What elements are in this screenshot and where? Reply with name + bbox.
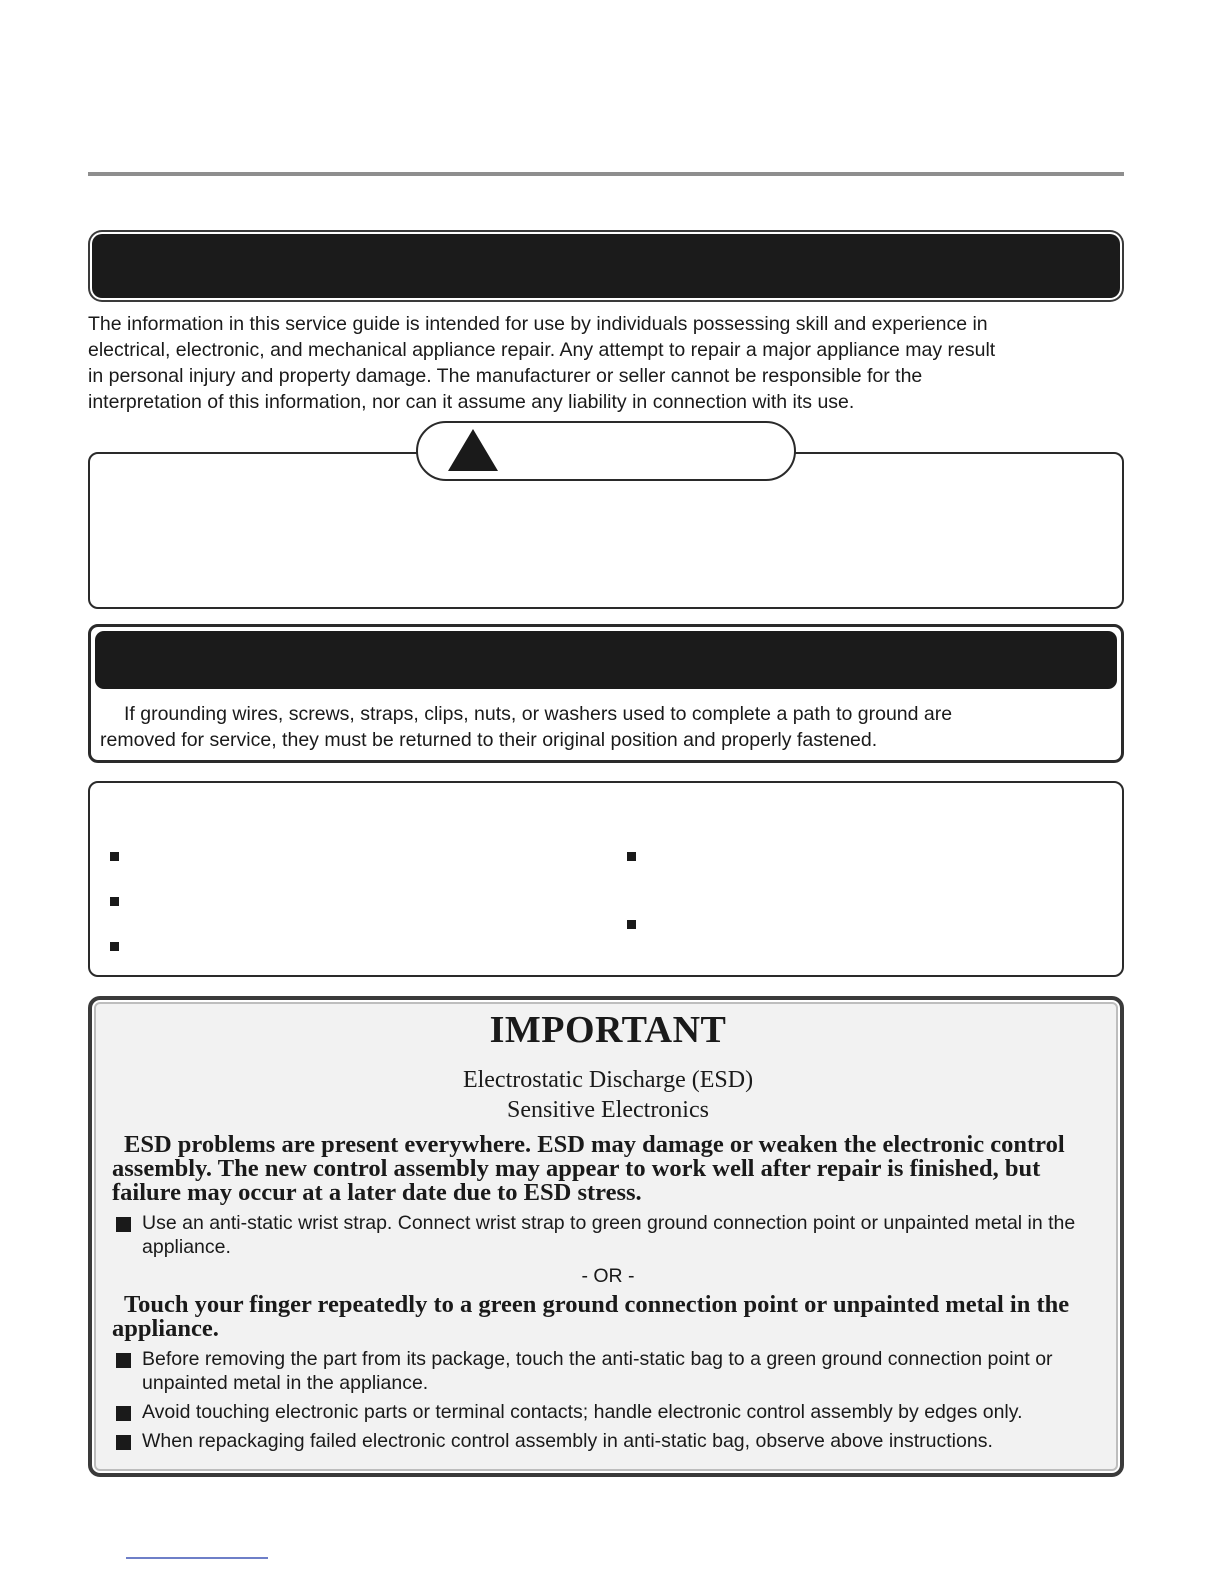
bullet-square-icon	[110, 897, 119, 906]
bullet-square-icon	[110, 852, 119, 861]
intro-line-2: electrical, electronic, and mechanical appliance repair. Any attempt to repair a major appliance may result	[88, 339, 996, 361]
bullet-square-icon	[110, 942, 119, 951]
grounding-line-1: If grounding wires, screws, straps, clips, nuts, or washers used to complete a path to ground are	[124, 703, 953, 725]
esd-item-package	[116, 1347, 1116, 1395]
esd-item-text: Before removing the part from its package, touch the anti-static bag to a green ground connection point or unpainted metal in the appliance.	[142, 1348, 1053, 1394]
header-rule	[88, 172, 1124, 176]
esd-item-text: Avoid touching electronic parts or terminal contacts; handle electronic control assembly by edges only.	[142, 1401, 1023, 1423]
touch-ground-paragraph: Touch your finger repeatedly to a green ground connection point or unpainted metal in the appliance.	[112, 1291, 1070, 1342]
esd-item-text: When repackaging failed electronic control assembly in anti-static bag, observe above instructions.	[142, 1430, 993, 1452]
grounding-line-2: removed for service, they must be returned to their original position and properly fastened.	[100, 729, 878, 751]
intro-line-3: in personal injury and property damage. The manufacturer or seller cannot be responsible for the	[88, 365, 923, 387]
intro-line-1: The information in this service guide is intended for use by individuals possessing skill and experience in	[88, 313, 988, 335]
bullet-block-icon	[116, 1353, 131, 1368]
bullet-square-icon	[627, 920, 636, 929]
warning-tab	[416, 421, 796, 481]
intro-paragraph	[88, 311, 1128, 415]
checklist-box	[88, 781, 1124, 977]
grounding-banner	[95, 631, 1117, 689]
warning-triangle-icon	[448, 429, 498, 471]
esd-item-text: Use an anti-static wrist strap. Connect wrist strap to green ground connection point or unpainted metal in the appliance.	[142, 1212, 1076, 1258]
important-title: IMPORTANT	[489, 1009, 727, 1051]
esd-item-wrist-strap	[116, 1211, 1116, 1259]
bullet-block-icon	[116, 1217, 131, 1232]
esd-item-repackaging	[116, 1429, 1116, 1453]
bullet-block-icon	[116, 1406, 131, 1421]
footer-link-underline	[126, 1557, 268, 1559]
bullet-square-icon	[627, 852, 636, 861]
or-separator: - OR -	[581, 1265, 635, 1287]
esd-subtitle: Electrostatic Discharge (ESD)	[462, 1067, 754, 1093]
intro-line-4: interpretation of this information, nor can it assume any liability in connection with its use.	[88, 391, 855, 413]
esd-item-handling	[116, 1400, 1116, 1424]
bullet-block-icon	[116, 1435, 131, 1450]
grounding-paragraph	[100, 701, 1102, 753]
esd-subtitle-2: Sensitive Electronics	[507, 1097, 709, 1123]
esd-warning-paragraph: ESD problems are present everywhere. ESD may damage or weaken the electronic control assembly. The new control assembly may appear to work well after repair is finished, but failure may occur at a later date due to ESD stress.	[112, 1131, 1065, 1206]
safety-banner	[92, 234, 1120, 298]
